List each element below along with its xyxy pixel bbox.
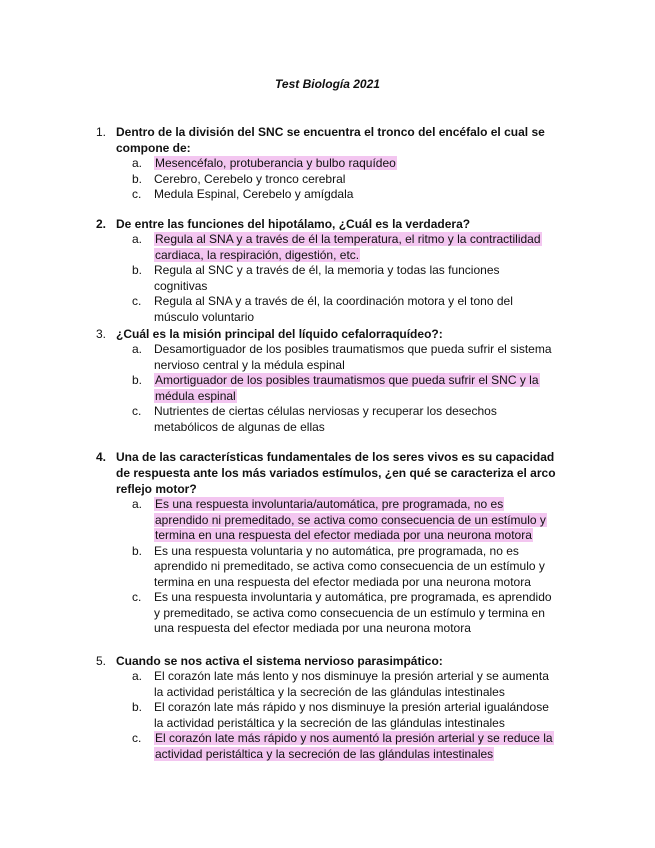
option-letter: a. bbox=[132, 342, 143, 356]
option-c bbox=[132, 731, 556, 762]
option-letter: a. bbox=[132, 156, 143, 170]
question-number: 2. bbox=[96, 217, 107, 231]
question-text: Dentro de la división del SNC se encuentra el tronco del encéfalo el cual se compone de: bbox=[116, 125, 545, 155]
option-b bbox=[132, 700, 556, 731]
option-b bbox=[132, 373, 556, 404]
question-number: 4. bbox=[96, 450, 107, 464]
question-1 bbox=[96, 124, 556, 203]
question-number: 3. bbox=[96, 327, 107, 341]
options-list bbox=[132, 669, 556, 762]
option-c bbox=[132, 187, 556, 203]
option-c bbox=[132, 294, 556, 325]
option-letter: a. bbox=[132, 232, 143, 246]
option-text-highlighted: Amortiguador de los posibles traumatismos que pueda sufrir el SNC y la médula espinal bbox=[155, 373, 539, 403]
option-b bbox=[132, 263, 556, 294]
option-text: Desamortiguador de los posibles traumatismos que pueda sufrir el sistema nervioso central y la médula espinal bbox=[154, 342, 552, 372]
option-a bbox=[132, 342, 556, 373]
option-letter: b. bbox=[132, 543, 143, 558]
option-text: Medula Espinal, Cerebelo y amígdala bbox=[154, 187, 354, 201]
option-a bbox=[132, 232, 556, 263]
option-text: Cerebro, Cerebelo y tronco cerebral bbox=[154, 171, 346, 186]
option-b bbox=[132, 544, 556, 591]
option-c bbox=[132, 590, 556, 637]
option-text-highlighted: El corazón late más rápido y nos aumentó la presión arterial y se reduce la actividad peristáltica y la secreción de las glándulas intestinales bbox=[155, 731, 553, 761]
option-text: Es una respuesta voluntaria y no automática, pre programada, no es aprendido ni premeditado, se activa como consecuencia de un estímulo y termina en una respuesta del efector mediada por una neurona motora bbox=[154, 543, 545, 589]
question-number: 5. bbox=[96, 654, 107, 668]
option-text-highlighted: Es una respuesta involuntaria/automática, pre programada, no es aprendido ni premeditado, se activa como consecuencia de un estímulo y termina en una respuesta del efector mediada por una neurona motora bbox=[155, 497, 546, 542]
option-b bbox=[132, 172, 556, 188]
option-text: Nutrientes de ciertas células nerviosas y recuperar los desechos metabólicos de algunas de ellas bbox=[154, 404, 497, 434]
document-title: Test Biología 2021 bbox=[275, 77, 380, 91]
option-text-highlighted: Regula al SNA y a través de él la temperatura, el ritmo y la contractilidad cardiaca, la respiración, digestión, etc. bbox=[155, 232, 541, 262]
option-text-highlighted: Mesencéfalo, protuberancia y bulbo raquídeo bbox=[155, 156, 396, 170]
option-letter: c. bbox=[132, 590, 142, 604]
question-3 bbox=[96, 326, 556, 435]
option-a bbox=[132, 669, 556, 700]
option-a bbox=[132, 497, 556, 544]
option-letter: c. bbox=[132, 731, 142, 745]
option-letter: a. bbox=[132, 669, 143, 683]
options-list bbox=[132, 497, 556, 637]
option-letter: b. bbox=[132, 171, 143, 186]
options-list bbox=[132, 342, 556, 435]
option-a bbox=[132, 156, 556, 172]
option-c bbox=[132, 404, 556, 435]
option-text: Regula al SNC y a través de él, la memoria y todas las funciones cognitivas bbox=[154, 263, 500, 293]
option-letter: b. bbox=[132, 700, 143, 714]
option-letter: b. bbox=[132, 373, 143, 387]
option-letter: b. bbox=[132, 263, 143, 277]
question-2 bbox=[96, 216, 556, 325]
question-text: Una de las características fundamentales de los seres vivos es su capacidad de respuesta ante los más variados estímulos, ¿en qué se caracteriza el arco reflejo motor? bbox=[116, 450, 556, 496]
option-text: El corazón late más lento y nos disminuye la presión arterial y se aumenta la actividad peristáltica y la secreción de las glándulas intestinales bbox=[154, 669, 549, 699]
question-5 bbox=[96, 653, 556, 762]
question-number: 1. bbox=[96, 125, 107, 139]
question-4 bbox=[96, 449, 556, 637]
option-text: Es una respuesta involuntaria y automática, pre programada, es aprendido y premeditado, se activa como consecuencia de un estímulo y termina en una respuesta del efector mediada por una neurona motora bbox=[154, 590, 552, 635]
options-list bbox=[132, 156, 556, 203]
question-text: De entre las funciones del hipotálamo, ¿Cuál es la verdadera? bbox=[116, 217, 471, 231]
option-letter: c. bbox=[132, 404, 142, 418]
question-text: ¿Cuál es la misión principal del líquido cefalorraquídeo?: bbox=[116, 327, 443, 341]
option-text: El corazón late más rápido y nos disminuye la presión arterial igualándose la actividad peristáltica y la secreción de las glándulas intestinales bbox=[154, 700, 549, 730]
option-letter: c. bbox=[132, 294, 142, 308]
option-text: Regula al SNA y a través de él, la coordinación motora y el tono del músculo voluntario bbox=[154, 294, 513, 324]
question-text: Cuando se nos activa el sistema nervioso parasimpático: bbox=[116, 654, 443, 668]
option-letter: c. bbox=[132, 187, 142, 201]
options-list bbox=[132, 232, 556, 325]
option-letter: a. bbox=[132, 497, 143, 511]
